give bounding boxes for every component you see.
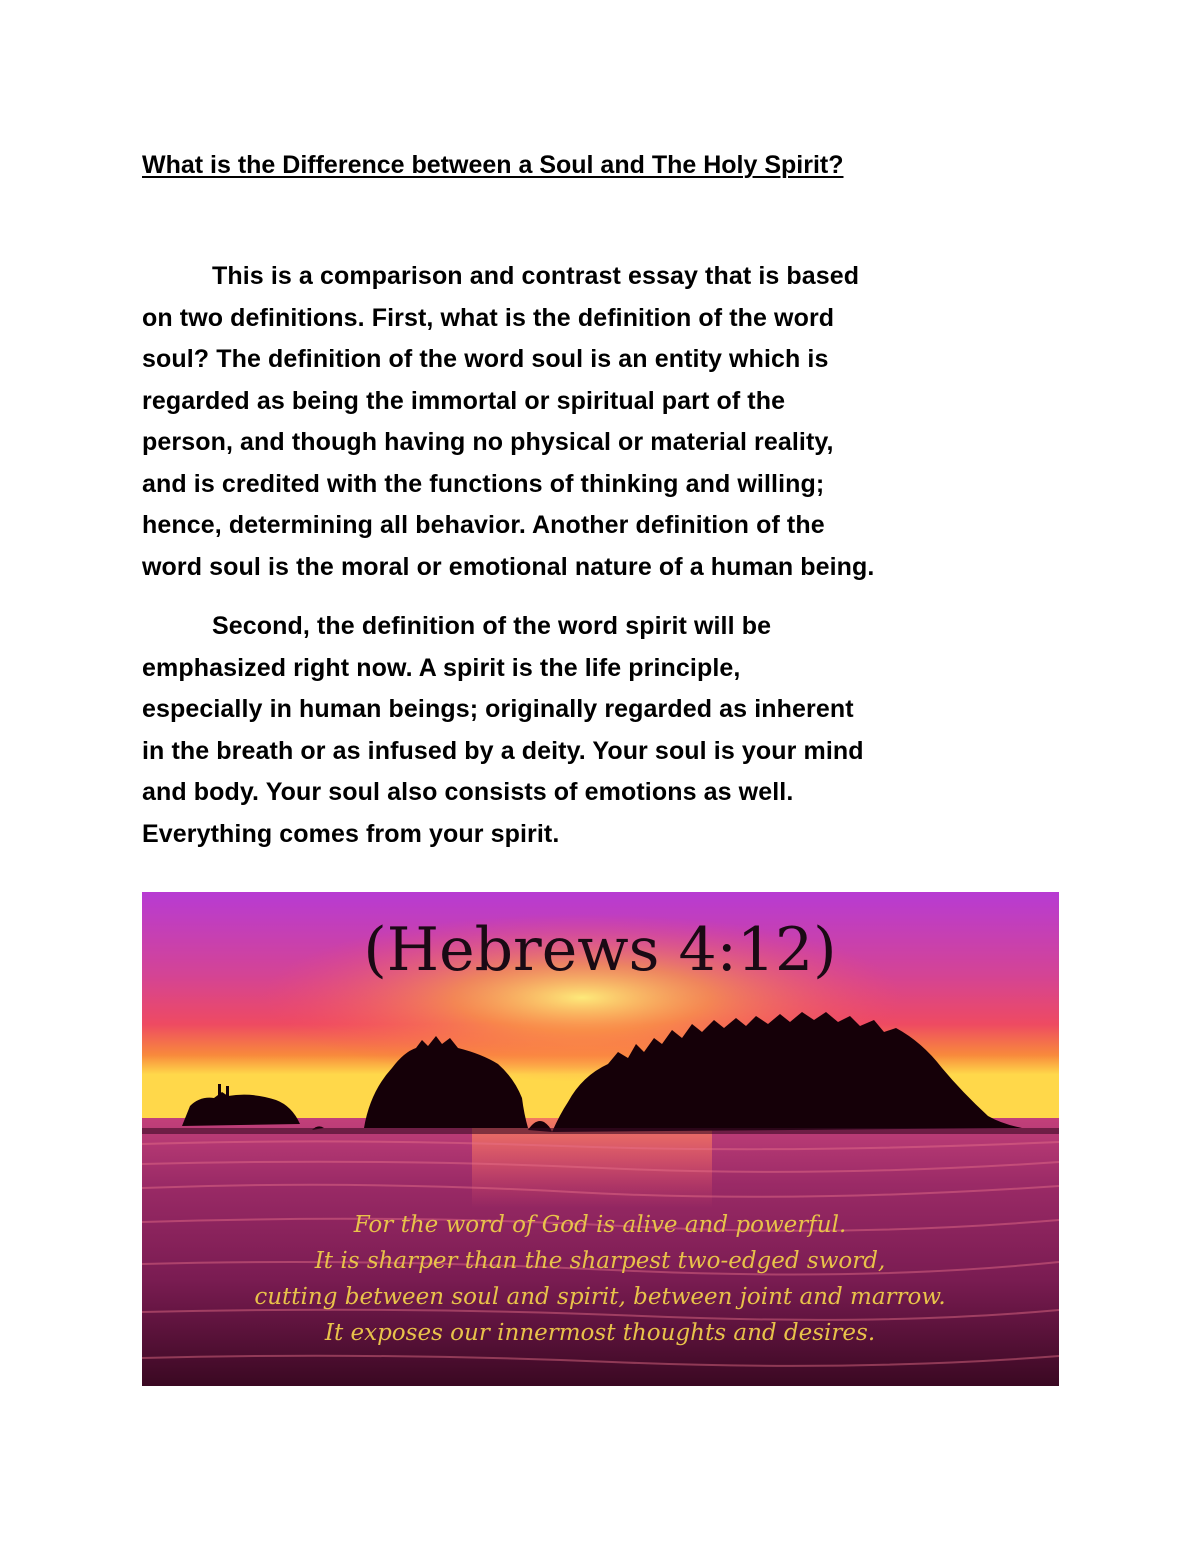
verse-line: It is sharper than the sharpest two-edged sword, bbox=[314, 1248, 886, 1274]
scripture-poster-image bbox=[142, 892, 1059, 1386]
sunset-sea-illustration bbox=[142, 892, 1059, 1386]
paragraph-line: in the breath or as infused by a deity. Your soul is your mind bbox=[142, 736, 864, 765]
paragraph-line: Second, the definition of the word spirit will be bbox=[212, 612, 772, 640]
paragraph-soul-definition bbox=[142, 256, 1082, 588]
paragraph-line: emphasized right now. A spirit is the life principle, bbox=[142, 653, 741, 682]
paragraph-line: word soul is the moral or emotional nature of a human being. bbox=[142, 552, 875, 581]
paragraph-line: especially in human beings; originally regarded as inherent bbox=[142, 695, 854, 723]
paragraph-line: regarded as being the immortal or spiritual part of the bbox=[142, 386, 786, 415]
poster-heading: (Hebrews 4:12) bbox=[363, 915, 837, 985]
paragraph-spirit-definition bbox=[142, 606, 1082, 855]
paragraph-line: This is a comparison and contrast essay that is based bbox=[212, 262, 860, 290]
verse-line: cutting between soul and spirit, between joint and marrow. bbox=[254, 1284, 946, 1310]
paragraph-line: soul? The definition of the word soul is an entity which is bbox=[142, 345, 829, 373]
paragraph-line: person, and though having no physical or material reality, bbox=[142, 428, 834, 456]
verse-line: It exposes our innermost thoughts and desires. bbox=[324, 1320, 876, 1346]
paragraph-line: on two definitions. First, what is the definition of the word bbox=[142, 303, 835, 332]
paragraph-line: hence, determining all behavior. Another definition of the bbox=[142, 511, 825, 539]
verse-line: For the word of God is alive and powerful. bbox=[353, 1212, 847, 1238]
paragraph-line: and body. Your soul also consists of emotions as well. bbox=[142, 778, 794, 806]
paragraph-line: Everything comes from your spirit. bbox=[142, 819, 560, 848]
document-title: What is the Difference between a Soul and The Holy Spirit? bbox=[142, 151, 844, 179]
paragraph-line: and is credited with the functions of thinking and willing; bbox=[142, 469, 825, 498]
